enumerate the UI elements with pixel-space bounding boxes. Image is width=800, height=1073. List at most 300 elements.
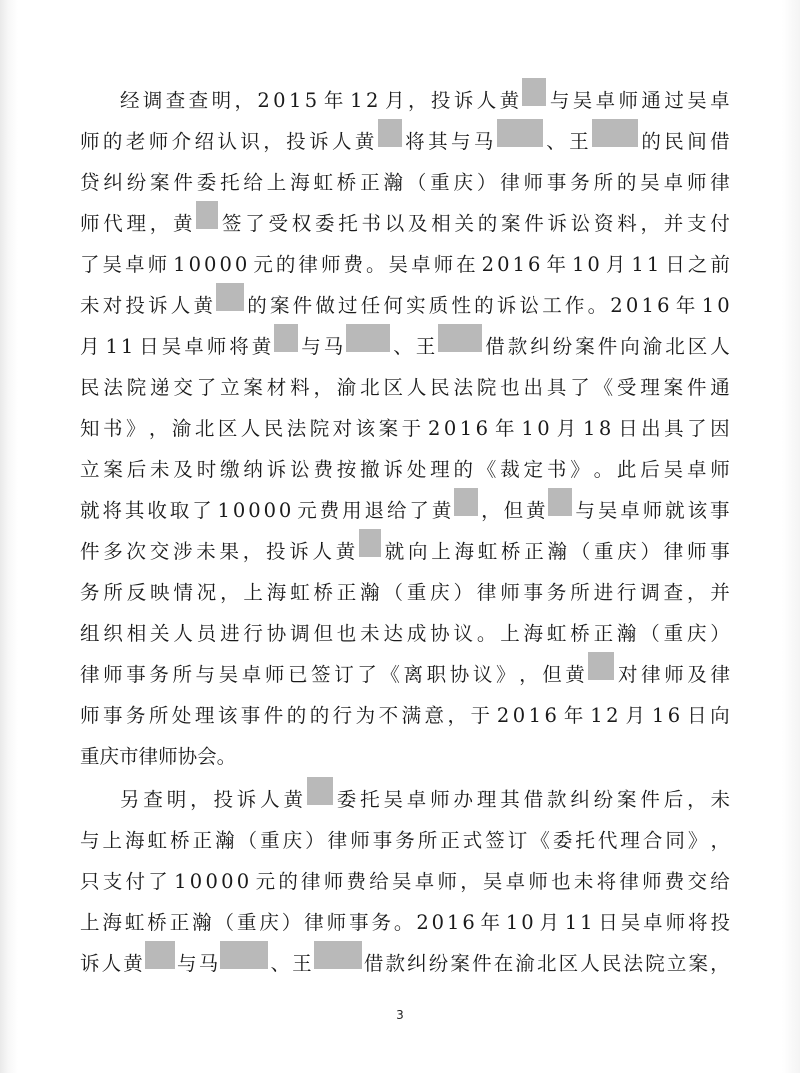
text-char: 理 (476, 788, 497, 811)
text-char: 所 (172, 663, 192, 686)
text-char: 庆 (617, 540, 637, 563)
text-line (80, 490, 730, 531)
text-line (80, 861, 730, 902)
text-char: 向 (710, 704, 730, 727)
text-char: 经 (120, 89, 140, 112)
text-char: 交 (173, 376, 193, 399)
redaction-block (307, 777, 333, 805)
text-char: 人 (580, 952, 600, 975)
text-char: 支 (686, 212, 707, 235)
text-char: 北 (665, 335, 685, 358)
text-char: 海 (290, 171, 310, 194)
text-char: 托 (360, 788, 380, 811)
text-char: 了 (357, 663, 377, 686)
text-char: ） (281, 911, 302, 934)
text-char: 师 (206, 335, 227, 358)
text-char: 1 (646, 253, 660, 276)
text-char: 0 (248, 499, 261, 522)
text-char: 受 (616, 376, 637, 399)
text-char: 卓 (595, 89, 616, 112)
text-char: 协 (449, 663, 470, 686)
text-char: 区 (217, 417, 238, 440)
text-char: 所 (148, 704, 169, 727)
text-char: 0 (717, 294, 730, 317)
text-char: 人 (101, 952, 122, 975)
text-char: 重 (80, 745, 100, 768)
text-char: 师 (103, 663, 123, 686)
text-char: 事 (710, 540, 730, 563)
text-char: （ (383, 581, 403, 604)
text-char: 重 (593, 540, 614, 563)
text-char: 虹 (124, 911, 145, 934)
text-char: 相 (431, 212, 451, 235)
text-char: 卓 (411, 253, 431, 276)
text-char: 事 (372, 829, 393, 852)
text-char: 案 (617, 788, 637, 811)
text-char: 了 (409, 499, 429, 522)
text-char: 正 (524, 540, 544, 563)
text-char: 师 (433, 253, 454, 276)
text-char: 律 (80, 663, 100, 686)
text-char: 。 (587, 294, 608, 317)
text-char: 何 (383, 294, 403, 317)
text-char: 北 (536, 952, 557, 975)
text-char: 务 (80, 581, 100, 604)
text-char: 为 (355, 704, 376, 727)
text-char: 0 (512, 704, 526, 727)
text-char: 上 (500, 622, 520, 645)
text-char: 了 (687, 417, 707, 440)
text-char: 、 (546, 130, 566, 153)
text-char: 件 (80, 540, 100, 563)
text-char: 所 (570, 581, 590, 604)
text-char: 费 (664, 870, 685, 893)
text-char: 1 (528, 704, 542, 727)
text-char: 庆 (99, 745, 120, 768)
text-char: 的 (275, 253, 296, 276)
text-char: 。 (476, 622, 497, 645)
text-char: 出 (523, 376, 544, 399)
text-char: 的 (477, 212, 498, 235)
text-char: ， (460, 870, 480, 893)
text-char: ， (220, 581, 240, 604)
text-char: 吴 (687, 89, 707, 112)
text-char: 桥 (336, 171, 357, 194)
text-line (80, 203, 730, 244)
text-char: 递 (150, 376, 170, 399)
text-char: 人 (173, 622, 193, 645)
text-char: 查 (663, 581, 684, 604)
text-char: 件 (292, 294, 313, 317)
text-char: 件 (524, 212, 544, 235)
text-char: 《 (593, 376, 614, 399)
text-char: ， (148, 417, 169, 440)
text-char: 院 (476, 376, 497, 399)
text-char: 重 (260, 829, 280, 852)
text-char: 人 (312, 540, 333, 563)
text-char: 瀚 (192, 911, 212, 934)
text-char: 就 (80, 499, 100, 522)
text-line (80, 449, 730, 490)
text-char: 师 (326, 911, 347, 934)
text-char: 市 (119, 745, 139, 768)
text-char: 师 (430, 788, 450, 811)
text-char: 律 (304, 911, 324, 934)
text-char: 其 (428, 130, 448, 153)
text-char: 卓 (710, 89, 730, 112)
text-char: 》 (570, 458, 590, 481)
text-char: 师 (147, 253, 168, 276)
text-char: 协 (430, 622, 450, 645)
text-char: 撤 (360, 458, 380, 481)
text-char: 案 (378, 417, 399, 440)
text-char: 卓 (663, 171, 684, 194)
text-char: 上 (80, 911, 100, 934)
text-char: ， (710, 952, 730, 975)
text-char: 委 (552, 829, 573, 852)
redaction-block (438, 324, 482, 352)
text-char: 吴 (218, 663, 239, 686)
text-char: 法 (286, 417, 307, 440)
text-char: 支 (102, 870, 123, 893)
text-char: 料 (290, 376, 310, 399)
text-char: 签 (311, 663, 331, 686)
text-char: 会 (197, 745, 217, 768)
text-char: 元 (253, 253, 273, 276)
text-char: 律 (301, 870, 321, 893)
text-char: 件 (640, 788, 660, 811)
text-char: 月 (625, 704, 645, 727)
text-char: 0 (236, 870, 250, 893)
text-char: 已 (287, 663, 308, 686)
text-line (80, 531, 730, 572)
text-char: 上 (243, 581, 263, 604)
text-char: 付 (125, 870, 145, 893)
text-char: 将 (102, 499, 122, 522)
text-char: 代 (597, 829, 618, 852)
text-char: ） (640, 540, 660, 563)
text-char: 立 (80, 458, 100, 481)
text-char: 后 (126, 458, 147, 481)
text-char: 委 (336, 788, 357, 811)
text-char: 诉 (496, 294, 517, 317)
text-char: 庆 (686, 622, 707, 645)
text-char: 月 (80, 335, 100, 358)
text-char: 纠 (570, 788, 590, 811)
text-char: ， (408, 89, 428, 112)
text-char: 1 (105, 335, 118, 358)
text-char: 裁 (500, 458, 520, 481)
text-char: 代 (103, 212, 123, 235)
text-char: 时 (196, 458, 217, 481)
text-char: 该 (687, 499, 708, 522)
redaction-block (522, 78, 546, 106)
text-char: 件 (597, 335, 618, 358)
text-char: （ (570, 540, 591, 563)
text-char: 务 (546, 581, 567, 604)
text-char: 吴 (663, 458, 684, 481)
text-char: 老 (125, 130, 146, 153)
text-char: 律 (710, 663, 730, 686)
text-char: 卓 (414, 870, 435, 893)
text-char: 此 (616, 458, 637, 481)
text-char: 虹 (313, 171, 333, 194)
text-char: 上 (431, 540, 451, 563)
text-char: 区 (383, 376, 403, 399)
text-char: 也 (551, 870, 571, 893)
text-char: 纷 (552, 335, 573, 358)
text-char: 理 (640, 376, 660, 399)
text-char: 0 (431, 911, 445, 934)
text-char: 案 (450, 952, 470, 975)
text-char: 师 (664, 663, 684, 686)
text-char: 关 (454, 212, 474, 235)
text-char: 的 (474, 294, 494, 317)
text-char: 明 (211, 89, 232, 112)
text-char: 件 (686, 376, 707, 399)
text-char: 员 (196, 622, 217, 645)
text-char: ， (263, 130, 283, 153)
text-char: 日 (139, 335, 159, 358)
text-char: 向 (407, 540, 428, 563)
text-char: 吴 (482, 870, 503, 893)
text-char: 师 (665, 911, 686, 934)
text-char: 虹 (477, 540, 498, 563)
text-char: 的 (286, 704, 307, 727)
text-char: 权 (291, 212, 312, 235)
text-char: 黄 (283, 788, 304, 811)
text-char: 并 (710, 581, 730, 604)
text-char: 与 (549, 89, 570, 112)
text-char: 讼 (570, 212, 591, 235)
text-line (80, 779, 730, 820)
text-char: 月 (385, 89, 405, 112)
text-char: ， (242, 540, 263, 563)
text-char: 关 (150, 622, 170, 645)
text-char: 查 (165, 89, 186, 112)
text-char: 》 (495, 663, 516, 686)
text-char: 识 (240, 130, 260, 153)
text-char: 年 (494, 417, 515, 440)
text-char: 投 (710, 911, 730, 934)
text-char: 纷 (428, 952, 449, 975)
text-char: 将 (405, 130, 425, 153)
text-char: 于 (401, 417, 422, 440)
text-char: 0 (521, 911, 534, 934)
text-char: 师 (148, 130, 169, 153)
text-char: 1 (701, 294, 715, 317)
text-char: 6 (544, 704, 557, 727)
text-char: 事 (102, 704, 123, 727)
text-char: 元 (297, 499, 317, 522)
text-char: 了 (192, 499, 212, 522)
text-char: 马 (323, 335, 344, 358)
text-char: 将 (688, 911, 708, 934)
text-char: 0 (188, 253, 201, 276)
text-char: 纠 (530, 335, 550, 358)
text-char: 桥 (500, 540, 521, 563)
text-char: 诉 (289, 540, 309, 563)
text-char: 对 (332, 417, 353, 440)
text-char: 。 (593, 458, 614, 481)
text-char: 师 (323, 870, 344, 893)
text-char: 师 (320, 253, 341, 276)
text-char: 其 (500, 788, 520, 811)
text-char: 民 (601, 952, 622, 975)
text-char: 2 (257, 89, 270, 112)
text-char: 法 (453, 376, 474, 399)
text-char: 具 (546, 376, 567, 399)
text-char: 议 (472, 663, 493, 686)
text-char: 王 (569, 130, 589, 153)
redaction-block (588, 652, 614, 680)
text-char: 民 (263, 417, 284, 440)
text-char: 对 (618, 663, 638, 686)
text-line (80, 285, 730, 326)
text-char: 1 (631, 253, 644, 276)
text-char: 只 (80, 870, 100, 893)
text-char: 材 (266, 376, 287, 399)
text-char: 事 (349, 911, 369, 934)
text-char: 并 (663, 212, 684, 235)
text-line (80, 736, 730, 777)
text-char: 卓 (505, 870, 526, 893)
text-char: 进 (220, 622, 240, 645)
text-char: 卓 (125, 253, 145, 276)
text-char: 案 (688, 952, 708, 975)
text-char: 了 (80, 253, 100, 276)
text-char: 出 (641, 417, 661, 440)
text-char: 案 (500, 212, 521, 235)
text-char: 将 (596, 870, 617, 893)
text-char: 托 (575, 829, 595, 852)
text-char: 律 (476, 581, 497, 604)
text-char: 师 (350, 829, 370, 852)
text-char: 认 (217, 130, 237, 153)
text-char: 其 (124, 499, 145, 522)
text-char: 务 (395, 829, 415, 852)
text-char: 师 (437, 870, 457, 893)
text-char: 未 (360, 622, 380, 645)
text-char: 2 (610, 294, 623, 317)
text-char: 黄 (565, 663, 585, 686)
text-char: 与 (301, 335, 321, 358)
text-char: 0 (278, 499, 292, 522)
text-char: 月 (605, 253, 626, 276)
redaction-block (314, 941, 362, 969)
text-char: 质 (428, 294, 449, 317)
text-char: 0 (587, 253, 600, 276)
text-char: 过 (338, 294, 358, 317)
text-char: 师 (80, 212, 100, 235)
text-char: （ (214, 911, 235, 934)
text-char: 在 (456, 253, 476, 276)
text-char: 瀚 (547, 540, 567, 563)
text-char: 庆 (430, 581, 450, 604)
text-char: 向 (620, 335, 640, 358)
text-char: 1 (505, 911, 519, 934)
text-char: 1 (350, 89, 363, 112)
text-char: 日 (687, 704, 707, 727)
paragraph (80, 779, 730, 984)
text-char: 借 (710, 130, 730, 153)
text-char: 6 (527, 253, 541, 276)
text-char: 民 (80, 376, 100, 399)
text-char: 事 (523, 581, 544, 604)
text-char: 1 (590, 704, 603, 727)
text-char: 上 (266, 171, 287, 194)
text-char: 纠 (103, 171, 123, 194)
text-char: 重 (406, 581, 427, 604)
text-char: 海 (523, 622, 544, 645)
text-char: 海 (454, 540, 474, 563)
text-char: 做 (315, 294, 335, 317)
text-char: 诉 (236, 788, 257, 811)
text-char: 绍 (194, 130, 215, 153)
text-char: 诉 (148, 294, 168, 317)
text-char: 月 (539, 911, 559, 934)
text-char: 1 (641, 294, 654, 317)
text-char: 了 (196, 376, 217, 399)
text-char: 所 (593, 171, 614, 194)
text-char: 过 (664, 89, 684, 112)
text-char: 诉 (80, 952, 100, 975)
text-char: 费 (343, 253, 363, 276)
text-line (80, 367, 730, 408)
text-char: 1 (288, 89, 302, 112)
text-char: 款 (507, 335, 528, 358)
text-char: 情 (173, 581, 193, 604)
text-char: 职 (426, 663, 447, 686)
text-char: 6 (462, 911, 475, 934)
page-number: 3 (396, 1008, 404, 1022)
text-line (80, 121, 730, 162)
text-char: 庆 (453, 171, 474, 194)
text-char: 未 (710, 788, 730, 811)
text-char: 。 (216, 745, 237, 768)
text-char: 北 (194, 417, 215, 440)
text-char: 作 (564, 294, 585, 317)
text-char: 满 (401, 704, 422, 727)
text-char: 案 (150, 171, 170, 194)
text-char: 律 (500, 171, 520, 194)
text-char: 0 (263, 499, 276, 522)
text-char: 投 (213, 788, 233, 811)
redaction-block (497, 119, 543, 147)
text-char: 纷 (126, 171, 147, 194)
text-char: 纳 (243, 458, 263, 481)
text-char: 不 (378, 704, 399, 727)
text-char: 工 (542, 294, 562, 317)
text-char: 议 (453, 622, 474, 645)
text-char: 取 (169, 499, 190, 522)
text-char: 的 (309, 704, 330, 727)
text-char: ， (447, 704, 468, 727)
text-char: 院 (126, 376, 147, 399)
text-char: 务 (371, 911, 391, 934)
text-char: 诉 (547, 212, 567, 235)
text-char: 以 (384, 212, 405, 235)
text-char: 桥 (170, 829, 190, 852)
text-char: 王 (292, 952, 312, 975)
text-char: 投 (125, 294, 145, 317)
text-char: 案 (103, 458, 123, 481)
text-char: 、 (270, 952, 290, 975)
text-char: 吴 (388, 253, 409, 276)
text-char: 纷 (593, 788, 614, 811)
text-char: 1 (521, 417, 534, 440)
text-char: 但 (503, 499, 524, 522)
